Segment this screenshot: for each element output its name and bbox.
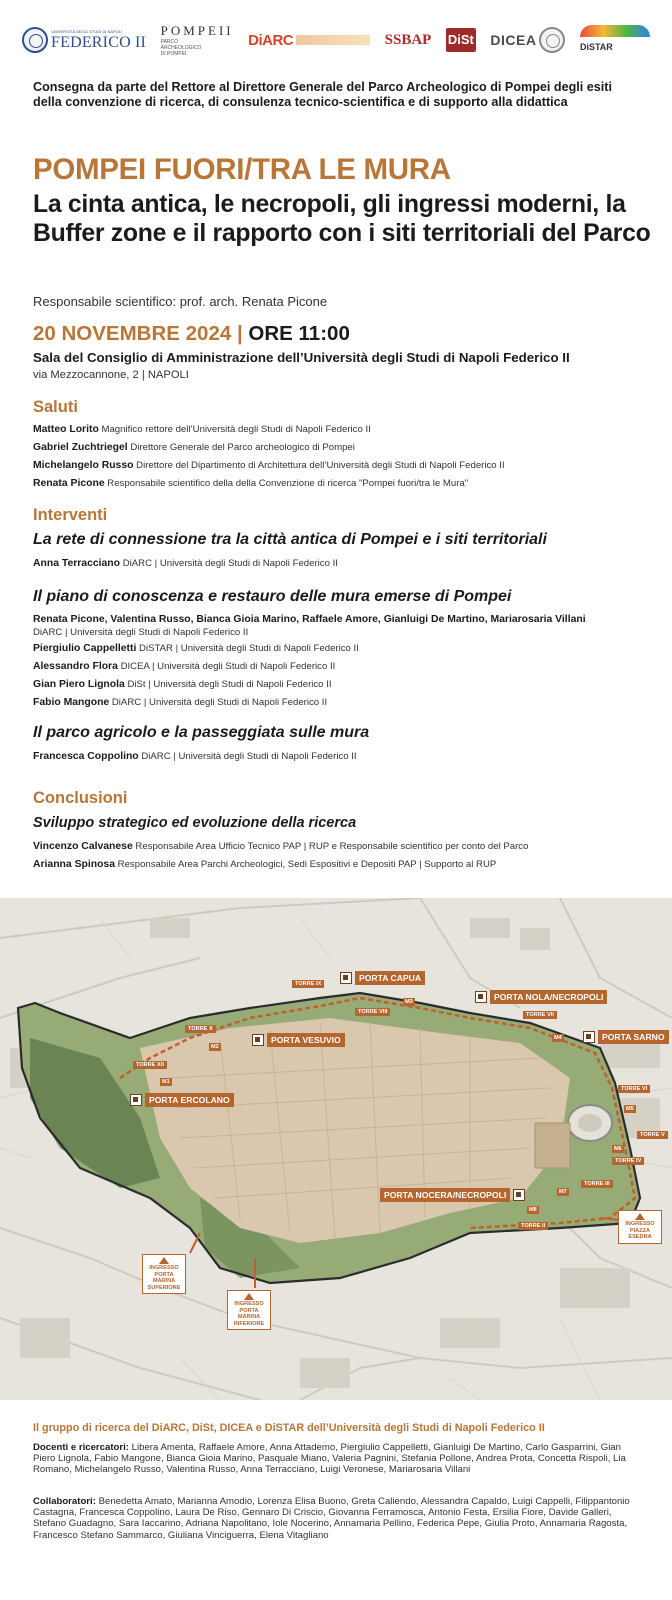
event-time: ORE 11:00 bbox=[248, 322, 350, 345]
speaker-name: Anna Terracciano bbox=[33, 558, 121, 569]
collaboratori-names: Benedetta Amato, Marianna Amodio, Lorenza Elisa Buono, Greta Caliendo, Alessandra Capaldo, Luigi Cappelli, Filippantonio Castagna, Francesca Coppolino, Laura De Riso, Gennaro Di Criscio, Giovanna Ferramosca, Antonio Festa, Ersilia Fiore, Davide Galleri, Stefano Guadagno, Sara Iaccarino, Adriana Napolitano, Iole Nocerino, Annamaria Pellino, Federica Pepe, Giulia Proto, Annamaria Ragosta, Francesco Stefano Sammarco, Giuliana Vinciguerra, Elena Vitagliano bbox=[33, 1496, 630, 1541]
scientific-manager: Responsabile scientifico: prof. arch. Renata Picone bbox=[33, 294, 328, 309]
ssbap-logo bbox=[385, 22, 432, 58]
diarc-logo-bar bbox=[296, 35, 370, 45]
wall-segment-tag: M3 bbox=[405, 999, 413, 1005]
section-interventi-heading: Interventi bbox=[33, 506, 108, 524]
gate-label: PORTA ERCOLANO bbox=[145, 1093, 234, 1107]
university-seal-icon bbox=[22, 27, 48, 53]
intro-text: Consegna da parte del Rettore al Direttore Generale del Parco Archeologico di Pompei degli esiti della convenzione di ricerca, di consulenza tecnico-scientifica e di supporto alla didattica bbox=[33, 80, 612, 109]
dist-logo bbox=[446, 22, 476, 58]
gate-building-icon bbox=[583, 1031, 595, 1043]
tower-label: TORRE IV bbox=[612, 1157, 644, 1165]
palaestra-block bbox=[535, 1123, 570, 1168]
wall-segment-tag: M5 bbox=[626, 1106, 634, 1112]
entrance-line: SUPERIORE bbox=[147, 1284, 181, 1291]
distar-arc-icon bbox=[580, 25, 650, 37]
speaker-name: Alessandro Flora bbox=[33, 661, 118, 672]
gate-porta-nocera bbox=[380, 1188, 525, 1202]
section-conclusioni-heading: Conclusioni bbox=[33, 789, 128, 807]
gate-label: PORTA NOLA/NECROPOLI bbox=[490, 990, 607, 1004]
speaker-row bbox=[33, 421, 648, 439]
dist-logo-text: DiSt bbox=[446, 28, 476, 52]
distar-logo-text: DiSTAR bbox=[579, 42, 613, 52]
pompei-logo-text: POMPEII bbox=[160, 23, 234, 38]
pompei-logo-sub-3: DI POMPEI bbox=[160, 51, 187, 57]
dicea-logo-text: DICEA bbox=[490, 32, 537, 48]
entrance-line: INGRESSO bbox=[149, 1265, 179, 1271]
entrance-piazza-esedra bbox=[618, 1210, 662, 1244]
gate-label: PORTA NOCERA/NECROPOLI bbox=[380, 1188, 510, 1202]
speaker-role: Direttore del Dipartimento di Architettura dell’Università degli Studi di Napoli Federico II bbox=[136, 460, 505, 471]
entrance-arrow-icon bbox=[244, 1293, 254, 1300]
docenti-list bbox=[33, 1442, 645, 1476]
wall-segment-tag: M8 bbox=[529, 1207, 537, 1213]
tower-label: TORRE VIII bbox=[355, 1008, 390, 1016]
entrance-line: INFERIORE bbox=[233, 1320, 265, 1327]
gate-building-icon bbox=[513, 1189, 525, 1201]
talk-speakers bbox=[33, 555, 648, 573]
diarc-logo bbox=[248, 22, 370, 58]
talk-title: Sviluppo strategico ed evoluzione della ricerca bbox=[33, 815, 357, 831]
talk-speakers bbox=[33, 838, 648, 874]
gate-label: PORTA SARNO bbox=[598, 1030, 669, 1044]
wall-segment-tag: M2 bbox=[211, 1044, 219, 1050]
speaker-name: Fabio Mangone bbox=[33, 697, 110, 708]
gate-label: PORTA CAPUA bbox=[355, 971, 425, 985]
tower-label: TORRE V bbox=[637, 1131, 668, 1139]
wall-segment-tag: M6 bbox=[614, 1146, 622, 1152]
collaboratori-list bbox=[33, 1496, 645, 1541]
speaker-row bbox=[33, 694, 648, 712]
date-separator: | bbox=[236, 322, 243, 345]
speaker-role: DICEA | Università degli Studi di Napoli Federico II bbox=[120, 661, 336, 672]
entrance-line: INGRESSO bbox=[625, 1221, 655, 1227]
talk-title: La rete di connessione tra la città antica di Pompei e i siti territoriali bbox=[33, 531, 547, 548]
speaker-name: Arianna Spinosa bbox=[33, 859, 115, 870]
speaker-row bbox=[33, 640, 648, 658]
speaker-row bbox=[33, 439, 648, 457]
dicea-seal-icon bbox=[539, 27, 565, 53]
dicea-logo bbox=[490, 22, 565, 58]
speaker-name: Renata Picone, Valentina Russo, Bianca Gioia Marino, Raffaele Amore, Gianluigi De Martino, Mariarosaria Villani bbox=[33, 614, 586, 625]
speaker-role: Direttore Generale del Parco archeologico di Pompei bbox=[130, 442, 355, 453]
speaker-name: Michelangelo Russo bbox=[33, 460, 134, 471]
gate-label: PORTA VESUVIO bbox=[267, 1033, 345, 1047]
speaker-name: Gabriel Zuchtriegel bbox=[33, 442, 128, 453]
speaker-role: DiARC | Università degli Studi di Napoli Federico II bbox=[111, 697, 328, 708]
speaker-row bbox=[33, 555, 648, 573]
speaker-name: Gian Piero Lignola bbox=[33, 679, 125, 690]
federico-small-text: UNIVERSITÀ DEGLI STUDI DI NAPOLI bbox=[51, 28, 123, 34]
wall-segment-tag: M7 bbox=[559, 1189, 567, 1195]
federico-ii-logo bbox=[22, 22, 146, 58]
pompei-logo-sub-1: PARCO bbox=[160, 39, 179, 45]
entrance-line: MARINA bbox=[152, 1278, 176, 1284]
speaker-role: DiARC | Università degli Studi di Napoli Federico II bbox=[141, 751, 357, 762]
speaker-role: DiARC | Università degli Studi di Napoli Federico II bbox=[33, 627, 249, 638]
section-saluti-heading: Saluti bbox=[33, 398, 78, 416]
pompei-logo-sub-2: ARCHEOLOGICO bbox=[160, 45, 202, 51]
speaker-name: Renata Picone bbox=[33, 478, 105, 489]
research-group-title: Il gruppo di ricerca del DiARC, DiSt, DICEA e DiSTAR dell’Università degli Studi di Napoli Federico II bbox=[33, 1422, 545, 1434]
talk-title: Il parco agricolo e la passeggiata sulle mura bbox=[33, 724, 370, 741]
gate-porta-nola bbox=[475, 990, 607, 1004]
docenti-names: Libera Amenta, Raffaele Amore, Anna Attademo, Piergiulio Cappelletti, Gianluigi De Martino, Carlo Gasparrini, Gian Piero Lignola, Fabio Mangone, Bianca Gioia Marino, Pasquale Miano, Valeria Pagnini, Stefania Pollone, Andrea Prota, Concetta Rispoli, Lia Romano, Michelangelo Russo, Valentina Russo, Anna Terracciano, Luigi Veronese, Mariarosaria Villani bbox=[33, 1442, 626, 1476]
tower-label: TORRE II bbox=[518, 1222, 548, 1230]
event-subtitle: La cinta antica, le necropoli, gli ingressi moderni, la Buffer zone e il rapporto con i siti territoriali del Parco bbox=[33, 191, 651, 247]
event-venue: Sala del Consiglio di Amministrazione dell’Università degli Studi di Napoli Federico II bbox=[33, 350, 570, 365]
speaker-name: Matteo Lorito bbox=[33, 424, 99, 435]
entrance-line: INGRESSO bbox=[234, 1301, 264, 1307]
docenti-label: Docenti e ricercatori: bbox=[33, 1442, 129, 1453]
speaker-row bbox=[33, 611, 648, 640]
talk-speakers bbox=[33, 611, 648, 712]
map-drawing bbox=[0, 898, 672, 1400]
pompei-walls-map bbox=[0, 898, 672, 1400]
speaker-row bbox=[33, 676, 648, 694]
event-title: POMPEI FUORI/TRA LE MURA bbox=[33, 153, 451, 186]
entrance-arrow-icon bbox=[635, 1213, 645, 1220]
event-datetime bbox=[33, 322, 350, 346]
entrance-line: PIAZZA bbox=[629, 1227, 651, 1234]
speaker-role: DiARC | Università degli Studi di Napoli Federico II bbox=[122, 558, 338, 569]
speaker-row bbox=[33, 658, 648, 676]
tower-label: TORRE XII bbox=[133, 1061, 167, 1069]
speaker-row bbox=[33, 457, 648, 475]
tower-label: TORRE III bbox=[581, 1180, 613, 1188]
talk-speakers bbox=[33, 748, 648, 766]
speaker-role: DiSt | Università degli Studi di Napoli Federico II bbox=[127, 679, 332, 690]
entrance-line: MARINA bbox=[237, 1314, 261, 1320]
entrance-arrow-icon bbox=[159, 1257, 169, 1264]
tower-label: TORRE IX bbox=[292, 980, 324, 988]
tower-label: TORRE VII bbox=[523, 1011, 557, 1019]
speaker-role: DiSTAR | Università degli Studi di Napoli Federico II bbox=[139, 643, 359, 654]
pompei-park-logo bbox=[161, 22, 234, 58]
gate-porta-vesuvio bbox=[252, 1033, 345, 1047]
diarc-logo-text: DiARC bbox=[248, 31, 294, 49]
tower-label: TORRE VI bbox=[618, 1085, 650, 1093]
ssbap-logo-text: SSBAP bbox=[384, 31, 432, 48]
event-address: via Mezzocannone, 2 | NAPOLI bbox=[33, 369, 189, 381]
entrance-line: PORTA bbox=[239, 1307, 259, 1314]
entrance-line: PORTA bbox=[154, 1271, 174, 1278]
speaker-role: Responsabile scientifico della della Convenzione di ricerca "Pompei fuori/tra le Mura" bbox=[107, 478, 469, 489]
federico-logo-text: FEDERICO II bbox=[51, 33, 147, 51]
speaker-role: Responsabile Area Parchi Archeologici, Sedi Espositivi e Depositi PAP | Supporto al RUP bbox=[117, 859, 497, 870]
talk-title: Il piano di conoscenza e restauro delle mura emerse di Pompei bbox=[33, 588, 512, 605]
wall-segment-tag: M4 bbox=[554, 1035, 562, 1041]
entrance-porta-marina-inferiore bbox=[227, 1290, 271, 1330]
speaker-name: Vincenzo Calvanese bbox=[33, 841, 133, 852]
gate-building-icon bbox=[130, 1094, 142, 1106]
gate-building-icon bbox=[340, 972, 352, 984]
logo-bar bbox=[22, 22, 650, 58]
entrance-line: ESEDRA bbox=[628, 1234, 652, 1240]
speaker-role: Responsabile Area Ufficio Tecnico PAP | RUP e Responsabile scientifico per conto del Parco bbox=[135, 841, 529, 852]
distar-logo bbox=[580, 22, 650, 58]
tower-label: TORRE X bbox=[185, 1025, 216, 1033]
gate-building-icon bbox=[252, 1034, 264, 1046]
speaker-row bbox=[33, 856, 648, 874]
gate-porta-ercolano bbox=[130, 1093, 234, 1107]
gate-building-icon bbox=[475, 991, 487, 1003]
gate-porta-capua bbox=[340, 971, 425, 985]
speaker-row bbox=[33, 838, 648, 856]
saluti-list bbox=[33, 421, 648, 493]
entrance-porta-marina-superiore bbox=[142, 1254, 186, 1294]
event-date: 20 NOVEMBRE 2024 bbox=[33, 322, 232, 345]
speaker-row bbox=[33, 475, 648, 493]
speaker-row bbox=[33, 748, 648, 766]
wall-segment-tag: M1 bbox=[162, 1079, 170, 1085]
amphitheatre-arena bbox=[578, 1114, 602, 1132]
collaboratori-label: Collaboratori: bbox=[33, 1496, 96, 1507]
speaker-role: Magnifico rettore dell’Università degli Studi di Napoli Federico II bbox=[101, 424, 371, 435]
speaker-name: Francesca Coppolino bbox=[33, 751, 139, 762]
speaker-name: Piergiulio Cappelletti bbox=[33, 643, 137, 654]
gate-porta-sarno bbox=[583, 1030, 669, 1044]
